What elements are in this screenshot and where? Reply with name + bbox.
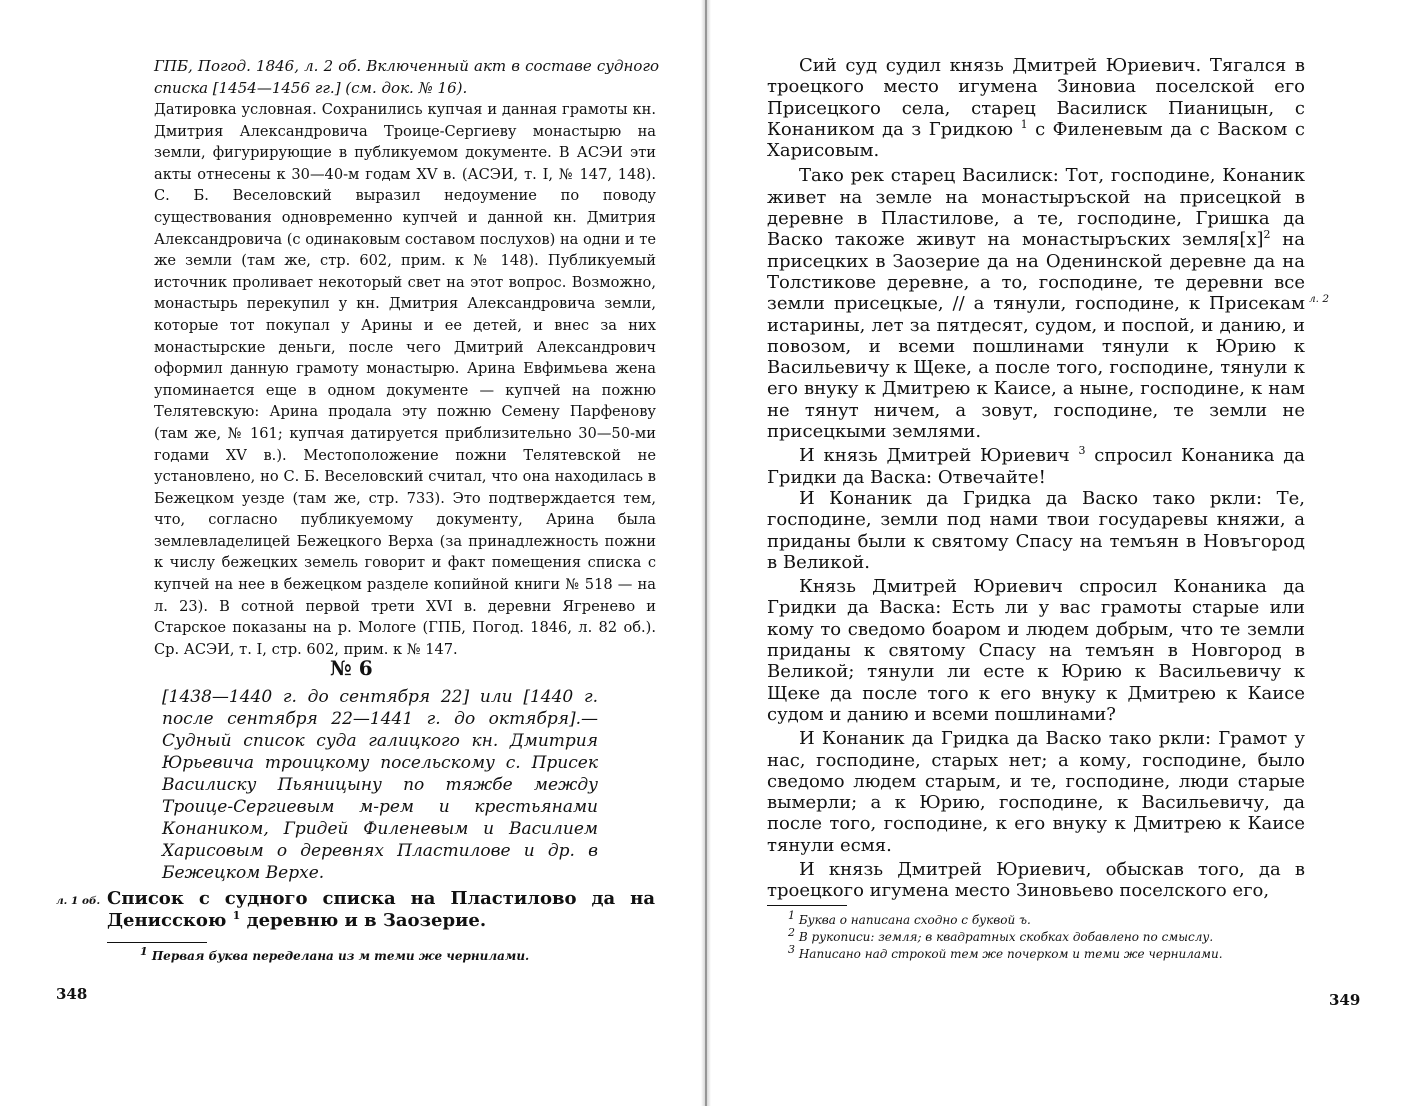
text-part-b: деревню и в Заозерие. bbox=[246, 910, 487, 931]
paragraph-1-text: Сий суд судил князь Дмитрей Юриевич. Тягался в троецкого место игумена Зиновиа поселской его Присецкого села, старец Василиск Пианицын, с Конаником да з Гридкою bbox=[767, 55, 1305, 140]
paragraph-3-tail: спросил Конаника да Гридки да Васка: Отвечайте! bbox=[767, 445, 1306, 488]
footnote-ref-1: 1 bbox=[232, 909, 241, 922]
footnote-ref-r3: 3 bbox=[1078, 444, 1086, 458]
footnote-left-text: Первая буква переделана из м теми же чернилами. bbox=[151, 949, 530, 963]
paragraph-5: Князь Дмитрей Юриевич спросил Конаника да Гридки да Васка: Есть ли у вас грамоты старые или кому то сведомо боаром и людем добрым, что те земли приданы к святому Спасу на темъян в Новгород в Великой; тянули ли есте к Юрию к Васильевичу к Щеке да после того к его внуку к Дмитрею к Каисе судом и данию и всеми пошлинами? bbox=[767, 576, 1305, 725]
paragraph-1 bbox=[767, 55, 1305, 161]
paragraph-2-tail: на присецких в Заозерие да на Оденинской деревне да на Толстикове деревне, а то, господине, те деревни все земли присецкые, // а тянули, господине, к Присекам истарины, лет за пятдесят, судом, и поспой, и данию, и повозом, и всеми пошлинами тянули к Юрию к Васильевичу к Щеке, а после того, господине, тянули к его внуку к Дмитрею к Каисе, а ныне, господине, к нам не тянут ничем, а зовут, господине, те земли не присецкыми землями. bbox=[767, 229, 1305, 443]
footnote-right-3-text: Написано над строкой тем же почерком и теми же чернилами. bbox=[798, 947, 1223, 961]
footnote-right-2-number: 2 bbox=[788, 926, 795, 939]
footnote-right-1-number: 1 bbox=[788, 909, 795, 922]
paragraph-1-tail: с Филеневым да с Васком с Харисовым. bbox=[767, 118, 1305, 162]
paragraph-7: И князь Дмитрей Юриевич, обыскав того, да в троецкого игумена место Зиновьево поселского его, bbox=[767, 858, 1305, 902]
footnote-right-1 bbox=[788, 909, 1308, 929]
paragraph-3-text: И князь Дмитрей Юриевич bbox=[799, 445, 1070, 467]
footnote-right-2 bbox=[788, 926, 1308, 946]
document-number: № 6 bbox=[330, 656, 373, 680]
leaf-mark-left: л. 1 об. bbox=[56, 895, 101, 907]
text-part-a: Список с судного списка на Пластилово да на Денисскою bbox=[107, 888, 655, 931]
document-title: [1438—1440 г. до сентября 22] или [1440 г. после сентября 22—1441 г. до октября].— Судный список суда галицкого кн. Дмитрия Юрьевича троицкому посельскому с. Присек Василиску Пьяницыну по тяжбе между Троице-Сергиевым м-рем и крестьянами Конаником, Гридей Филеневым и Василием Харисовым о деревнях Пластилове и др. в Бежецком Верхе. bbox=[162, 687, 598, 883]
paragraph-3 bbox=[767, 445, 1305, 488]
footnote-right-2-text: В рукописи: земля; в квадратных скобках добавлено по смыслу. bbox=[798, 930, 1214, 944]
footnote-left-number: 1 bbox=[140, 945, 148, 958]
footnote-right-3 bbox=[788, 943, 1308, 963]
footnote-rule-left bbox=[107, 942, 207, 943]
left-page bbox=[0, 0, 705, 1106]
page-number-left: 348 bbox=[56, 985, 88, 1003]
paragraph-2 bbox=[767, 165, 1305, 442]
paragraph-6: И Конаник да Гридка да Васко тако ркли: Грамот у нас, господине, старых нет; а кому, господине, было сведомо людем старым, и те, господине, люди старые вымерли; а к Юрию, господине, к Васильевичу, да после того, господине, к его внуку к Дмитрею к Каисе тянули есмя. bbox=[767, 728, 1305, 856]
right-main-text bbox=[767, 55, 1305, 902]
footnote-ref-r1: 1 bbox=[1020, 117, 1028, 131]
footnote-ref-r2: 2 bbox=[1263, 228, 1271, 242]
footnote-right-3-number: 3 bbox=[788, 943, 795, 956]
page-number-right: 349 bbox=[1329, 991, 1361, 1009]
document-text-start bbox=[107, 888, 655, 932]
leaf-mark-right: л. 2 bbox=[1309, 293, 1330, 305]
commentary-text: Датировка условная. Сохранились купчая и данная грамоты кн. Дмитрия Александровича Троице-Сергиеву монастырю на земли, фигурирующие в публикуемом документе. В АСЭИ эти акты отнесены к 30—40-м годам XV в. (АСЭИ, т. I, № 147, 148). С. Б. Веселовский выразил недоумение по поводу существования одновременно купчей и данной кн. Дмитрия Александровича (с одинаковым составом послухов) на одни и те же земли (там же, стр. 602, прим. к № 148). Публикуемый источник проливает некоторый свет на этот вопрос. Возможно, монастырь перекупил у кн. Дмитрия Александровича земли, которые тот покупал у Арины и ее детей, и внес за них монастырские деньги, после чего Дмитрий Александрович оформил данную грамоту монастырю. Арина Евфимьева жена упоминается еще в одном документе — купчей на пожню Телятевскую: Арина продала эту пожню Семену Парфенову (там же, № 161; купчая датируется приблизительно 30—50-ми годами XV в.). Местоположение пожни Телятевской не установлено, но С. Б. Веселовский считал, что она находилась в Бежецком уезде (там же, стр. 733). Это подтверждается тем, что, согласно публикуемому документу, Арина была землевладелицей Бежецкого Верха (за принадлежность пожни к числу бежецких земель говорит и факт помещения списка с купчей на нее в бежецком разделе копийной книги № 518 — на л. 23). В сотной первой трети XVI в. деревни Ягренево и Старское показаны на р. Мологе (ГПБ, Погод. 1846, л. 82 об.). Ср. АСЭИ, т. I, стр. 602, прим. к № 147. bbox=[154, 101, 656, 658]
source-note: ГПБ, Погод. 1846, л. 2 об. Включенный акт в составе судного списка [1454—1456 гг.] (см. док. № 16). bbox=[154, 57, 659, 97]
commentary bbox=[154, 99, 656, 660]
footnotes-right bbox=[788, 909, 1308, 963]
right-page bbox=[712, 0, 1427, 1106]
footnote-right-1-text: Буква о написана сходно с буквой ъ. bbox=[798, 913, 1031, 927]
paragraph-2-text: Тако рек старец Василиск: Тот, господине, Конаник живет на земле на монастыръской на присецкой в деревне в Пластилове, а те, господине, Гришка да Васко такоже живут на монастыръских земля[х] bbox=[767, 165, 1305, 251]
footnote-rule-right bbox=[767, 905, 847, 906]
book-gutter bbox=[701, 0, 711, 1106]
footnote-left bbox=[140, 945, 620, 965]
paragraph-4: И Конаник да Гридка да Васко тако ркли: Те, господине, земли под нами твои государевы княжи, а приданы были к святому Спасу на темъян в Новъгород в Великой. bbox=[767, 487, 1305, 573]
